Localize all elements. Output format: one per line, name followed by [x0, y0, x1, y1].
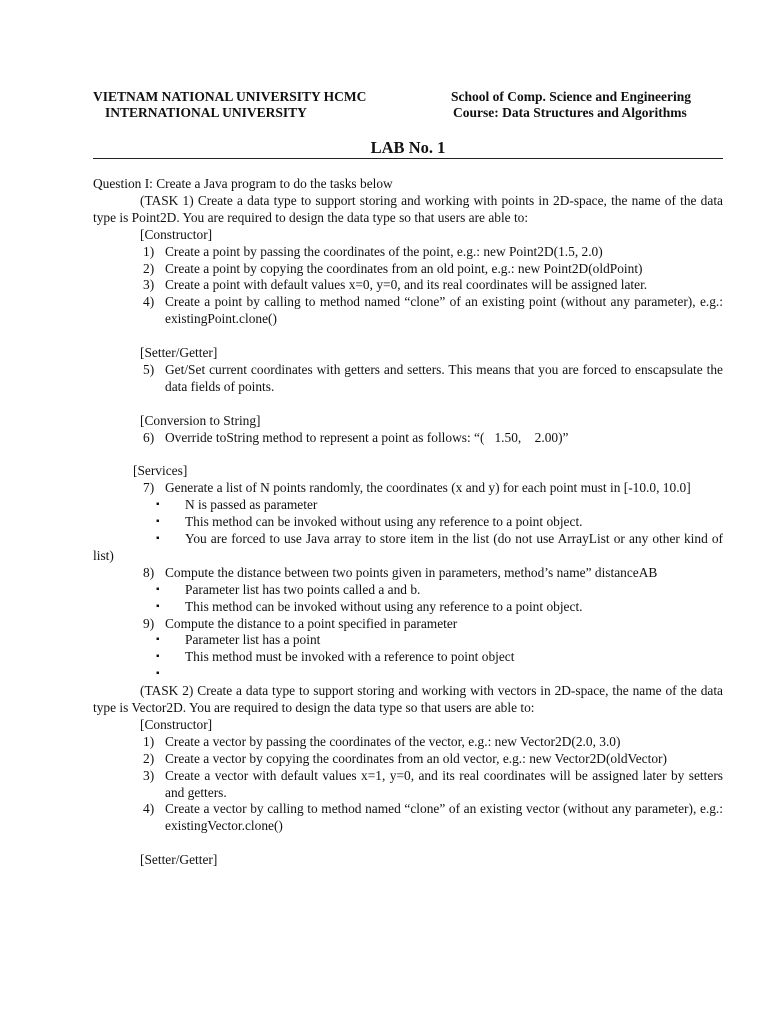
bullet-icon: ▪: [156, 651, 160, 663]
task1-item-4: [93, 294, 723, 328]
bullet-text: N is passed as parameter: [185, 497, 318, 513]
task2-item-3: [93, 768, 723, 802]
university-name: VIETNAM NATIONAL UNIVERSITY HCMC: [93, 89, 367, 104]
institution-name: INTERNATIONAL UNIVERSITY: [105, 105, 307, 120]
task2-item-4: [93, 801, 723, 835]
item-text: Create a vector by copying the coordinates from an old vector, e.g.: new Vector2D(oldVector): [165, 750, 667, 766]
lab-title-row: [0, 138, 768, 158]
task2-constructor-heading: [Constructor]: [140, 716, 213, 732]
bullet-icon: ▪: [156, 583, 160, 595]
bullet-item: [93, 649, 723, 666]
bullet-item: [93, 599, 723, 616]
bullet-item: [93, 632, 723, 649]
bullet-item: [93, 666, 723, 683]
lab-title: LAB No. 1: [370, 138, 446, 157]
item-text: Compute the distance between two points given in parameters, method’s name” distanceAB: [165, 564, 658, 580]
question-text: Question I: Create a Java program to do the tasks below: [93, 176, 393, 191]
bullet-icon: ▪: [156, 532, 160, 544]
task1-item-3: [93, 277, 723, 294]
item-number: 1): [143, 243, 155, 259]
item-text: Create a point by passing the coordinates of the point, e.g.: new Point2D(1.5, 2.0): [165, 243, 603, 259]
bullet-icon: ▪: [156, 668, 160, 680]
task1-services-heading: [Services]: [133, 463, 188, 479]
bullet-text: This method must be invoked with a reference to point object: [185, 649, 515, 665]
item-number: 1): [143, 733, 155, 749]
bullet-text: This method can be invoked without using any reference to a point object.: [185, 514, 583, 530]
item-number: 5): [143, 361, 155, 377]
bullet-item: [93, 531, 723, 565]
item-number: 3): [143, 277, 155, 293]
item-number: 2): [143, 260, 155, 276]
bullet-item: [93, 582, 723, 599]
task1-item-5: [93, 362, 723, 396]
task1-item-8: [93, 565, 723, 582]
task1-item-6: [93, 430, 723, 447]
bullet-icon: ▪: [156, 499, 160, 511]
item-number: 3): [143, 767, 155, 783]
title-rule: [93, 158, 723, 159]
task1-constructor-heading: [Constructor]: [140, 226, 213, 242]
bullet-text: You are forced to use Java array to store item in the list (do not use ArrayList or any other kind of list): [93, 530, 723, 563]
task1-intro: (TASK 1) Create a data type to support storing and working with points in 2D-space, the name of the data type is Point2D. You are required to design the data type so that users are able to:: [93, 192, 723, 225]
lab-body: [93, 176, 723, 869]
task1-setter-heading: [Setter/Getter]: [140, 345, 218, 361]
item-text: Create a point by calling to method named “clone” of an existing point (without any parameter), e.g.: existingPoint.clone(): [165, 294, 723, 327]
item-text: Create a vector by passing the coordinates of the vector, e.g.: new Vector2D(2.0, 3.0): [165, 733, 621, 749]
task1-conversion-heading: [Conversion to String]: [140, 412, 261, 428]
item-number: 4): [143, 801, 155, 817]
item-text: Compute the distance to a point specified in parameter: [165, 615, 458, 631]
bullet-item: [93, 514, 723, 531]
spacer: [93, 328, 723, 345]
spacer: [93, 835, 723, 852]
task1-item-1: [93, 244, 723, 261]
bullet-item: [93, 497, 723, 514]
spacer: [93, 446, 723, 463]
task1-item-2: [93, 261, 723, 278]
bullet-icon: ▪: [156, 516, 160, 528]
item-text: Create a vector with default values x=1, y=0, and its real coordinates will be assigned later by setters and getters.: [165, 767, 723, 800]
bullet-text: Parameter list has two points called a and b.: [185, 581, 421, 597]
bullet-text: Parameter list has a point: [185, 632, 321, 648]
item-number: 9): [143, 615, 155, 631]
item-text: Create a vector by calling to method named “clone” of an existing vector (without any parameter), e.g.: existingVector.clone(): [165, 801, 723, 834]
course-name: Course: Data Structures and Algorithms: [453, 105, 687, 120]
item-number: 2): [143, 750, 155, 766]
item-number: 8): [143, 564, 155, 580]
item-text: Get/Set current coordinates with getters and setters. This means that you are forced to enscapsulate the data fields of points.: [165, 361, 723, 394]
school-name: School of Comp. Science and Engineering: [451, 89, 692, 104]
item-number: 6): [143, 429, 155, 445]
item-number: 7): [143, 480, 155, 496]
task2-item-2: [93, 751, 723, 768]
task1-item-7: [93, 480, 723, 497]
task1-item-9: [93, 616, 723, 633]
item-text: Generate a list of N points randomly, the coordinates (x and y) for each point must in [-10.0, 10.0]: [165, 480, 691, 496]
bullet-icon: ▪: [156, 634, 160, 646]
spacer: [93, 396, 723, 413]
item-text: Create a point by copying the coordinates from an old point, e.g.: new Point2D(oldPoint): [165, 260, 643, 276]
item-number: 4): [143, 294, 155, 310]
bullet-icon: ▪: [156, 600, 160, 612]
task2-item-1: [93, 734, 723, 751]
item-text: Override toString method to represent a point as follows: “( 1.50, 2.00)”: [165, 429, 569, 445]
item-text: Create a point with default values x=0, y=0, and its real coordinates will be assigned later.: [165, 277, 648, 293]
task2-setter-heading: [Setter/Getter]: [140, 852, 218, 868]
bullet-text: This method can be invoked without using any reference to a point object.: [185, 598, 583, 614]
task2-intro: (TASK 2) Create a data type to support storing and working with vectors in 2D-space, the name of the data type is Vector2D. You are required to design the data type so that users are able to:: [93, 683, 723, 716]
